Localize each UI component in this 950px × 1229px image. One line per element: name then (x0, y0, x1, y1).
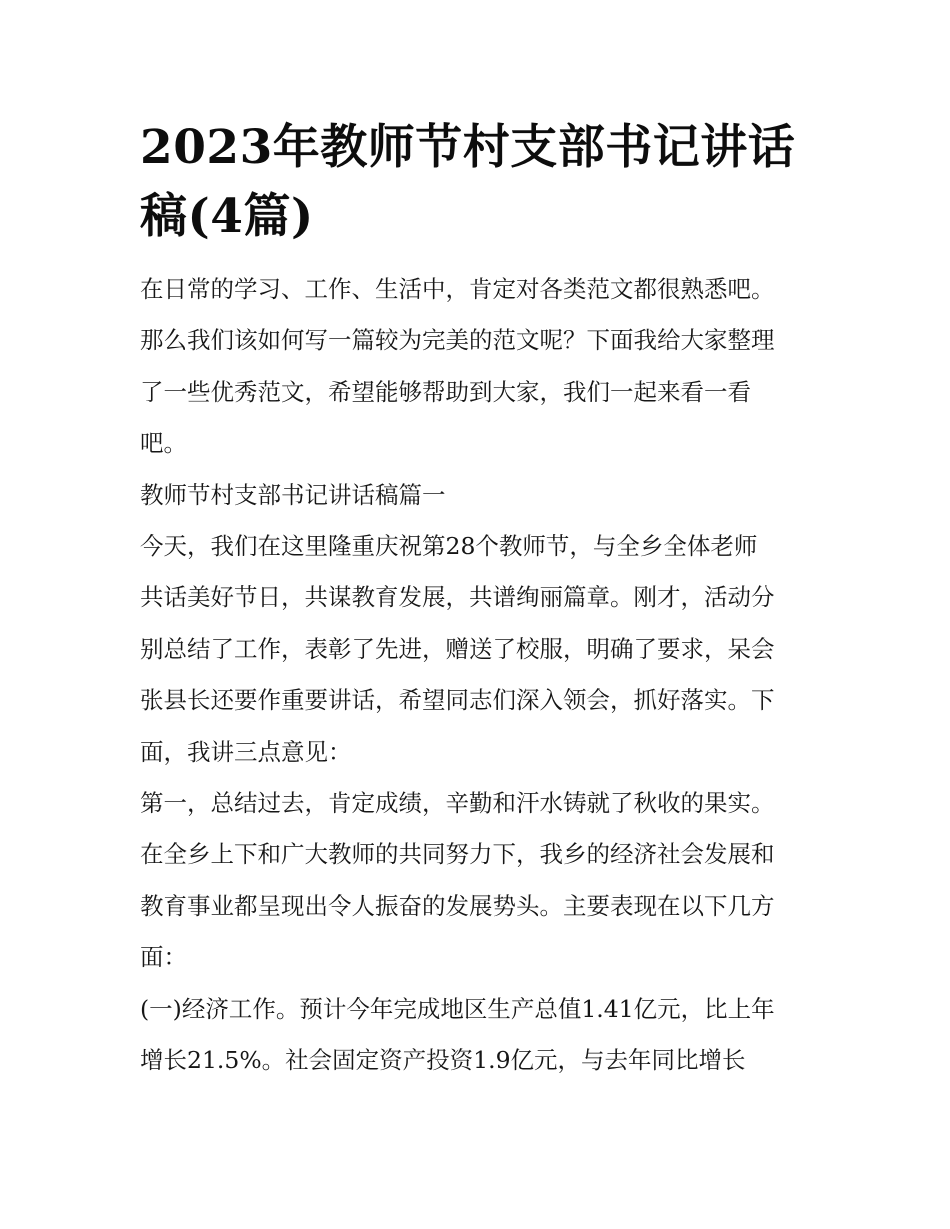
text-line: 面，我讲三点意见： (140, 737, 352, 766)
section-heading (140, 470, 820, 521)
intro-paragraph (140, 264, 820, 470)
text-line: 教育事业都呈现出令人振奋的发展势头。主要表现在以下几方 (140, 891, 775, 920)
speech-paragraph (140, 521, 820, 778)
point-one-paragraph (140, 778, 820, 984)
text-line: 别总结了工作，表彰了先进，赠送了校服，明确了要求，呆会 (140, 634, 775, 663)
text-line: 今天，我们在这里隆重庆祝第28个教师节，与全乡全体老师 (140, 532, 758, 561)
text-line: 面： (140, 943, 187, 972)
text-line: 教师节村支部书记讲话稿篇一 (140, 480, 446, 509)
text-line: 在全乡上下和广大教师的共同努力下，我乡的经济社会发展和 (140, 840, 775, 869)
title-line: 2023年教师节村支部书记讲话 (140, 120, 796, 175)
text-line: 那么我们该如何写一篇较为完美的范文呢？下面我给大家整理 (140, 326, 775, 355)
text-line: 共话美好节日，共谋教育发展，共谱绚丽篇章。刚才，活动分 (140, 583, 775, 612)
text-line: 第一，总结过去，肯定成绩，辛勤和汗水铸就了秋收的果实。 (140, 789, 775, 818)
text-line: 增长21.5%。社会固定资产投资1.9亿元，与去年同比增长 (140, 1046, 746, 1075)
document-content (140, 113, 820, 1087)
document-title (140, 113, 820, 251)
text-line: 张县长还要作重要讲话，希望同志们深入领会，抓好落实。下 (140, 686, 775, 715)
economy-paragraph (140, 984, 820, 1087)
title-line: 稿(4篇) (140, 189, 314, 244)
text-line: (一)经济工作。预计今年完成地区生产总值1.41亿元，比上年 (140, 994, 775, 1023)
text-line: 吧。 (140, 429, 187, 458)
text-line: 在日常的学习、工作、生活中，肯定对各类范文都很熟悉吧。 (140, 275, 775, 303)
document-body (140, 264, 820, 1087)
text-line: 了一些优秀范文，希望能够帮助到大家，我们一起来看一看 (140, 377, 751, 406)
